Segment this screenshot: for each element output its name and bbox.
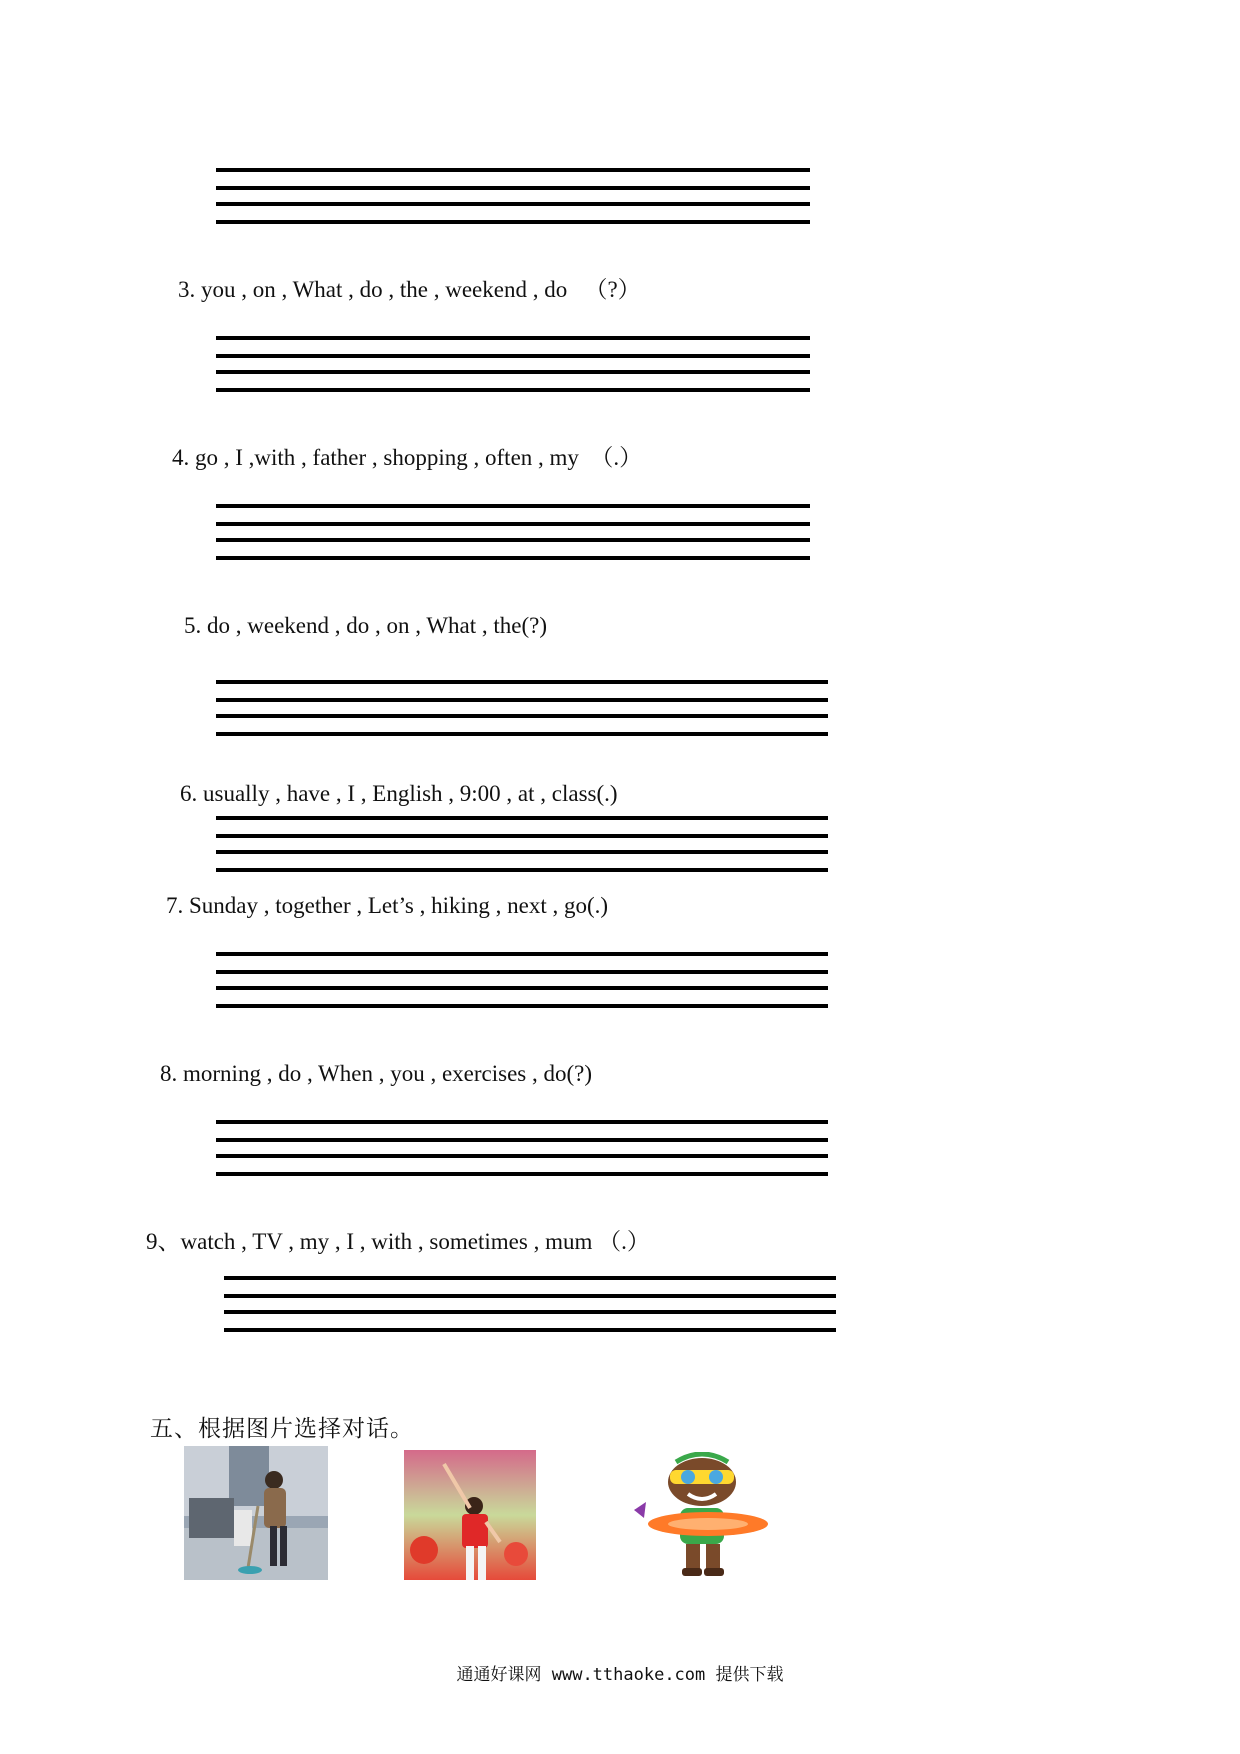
question-6: 6. usually , have , I , English , 9:00 , at , class(.) [180,781,618,806]
answer-lines-5[interactable] [216,680,828,740]
question-3: 3. you , on , What , do , the , weekend , do （?） [178,277,641,302]
boy-with-swim-ring-and-goggles-cartoon [632,1452,784,1584]
question-9: 9、watch , TV , my , I , with , sometimes , mum （.） [146,1229,650,1254]
page-footer: 通通好课网 www.tthaoke.com 提供下载 [456,1665,784,1685]
question-5: 5. do , weekend , do , on , What , the(?) [184,613,548,638]
answer-lines-2[interactable] [216,168,810,228]
question-4: 4. go , I ,with , father , shopping , often , my （.） [172,445,643,470]
answer-lines-6[interactable] [216,816,828,876]
girl-doing-morning-exercises-photo [404,1450,536,1580]
question-7: 7. Sunday , together , Let’s , hiking , next , go(.) [166,893,609,918]
answer-lines-4[interactable] [216,504,810,564]
answer-lines-7[interactable] [216,952,828,1012]
section-5-heading: 五、根据图片选择对话。 [150,1416,414,1442]
person-mopping-floor-photo [184,1446,328,1580]
answer-lines-3[interactable] [216,336,810,396]
question-8: 8. morning , do , When , you , exercises , do(?) [160,1061,593,1086]
answer-lines-9[interactable] [224,1276,836,1336]
answer-lines-8[interactable] [216,1120,828,1180]
